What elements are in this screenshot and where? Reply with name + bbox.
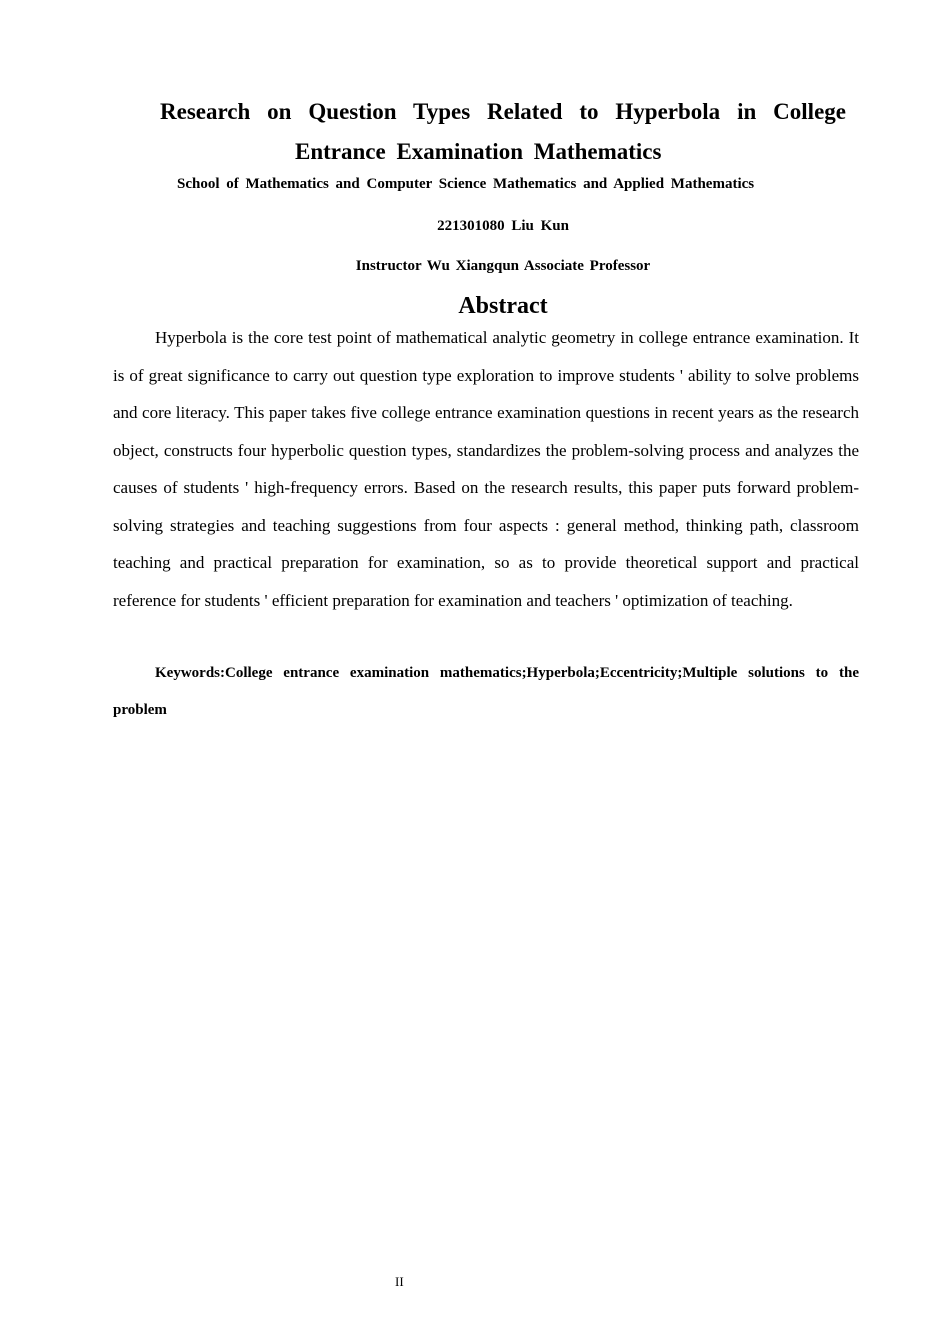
abstract-body: Hyperbola is the core test point of mathematical analytic geometry in college entrance examination. It is of great significance to carry out question type exploration to improve students ' ability to solve problems and core literacy. This paper takes five college entrance examination questions in recent years as the research object, constructs four hyperbolic question types, standardizes the problem-solving process and analyzes the causes of students ' high-frequency errors. Based on the research results, this paper puts forward problem-solving strategies and teaching suggestions from four aspects : general method, thinking path, classroom teaching and practical preparation for examination, so as to provide theoretical support and practical reference for students ' efficient preparation for examination and teachers ' optimization of teaching. [113,328,859,610]
paper-title [160,92,846,172]
keywords-line: Keywords:College entrance examination mathematics;Hyperbola;Eccentricity;Multiple solutions to the problem [113,665,859,718]
instructor-line: Instructor Wu Xiangqun Associate Professor [355,258,651,274]
paper-title-line-1: Research on Question Types Related to Hyperbola in College [160,99,846,124]
page-number: II [395,1274,404,1289]
school-affiliation: School of Mathematics and Computer Science Mathematics and Applied Mathematics [177,176,755,192]
paper-title-line-2: Entrance Examination Mathematics [295,139,662,164]
author-line: 221301080 Liu Kun [437,218,569,234]
abstract-heading: Abstract [458,293,548,319]
